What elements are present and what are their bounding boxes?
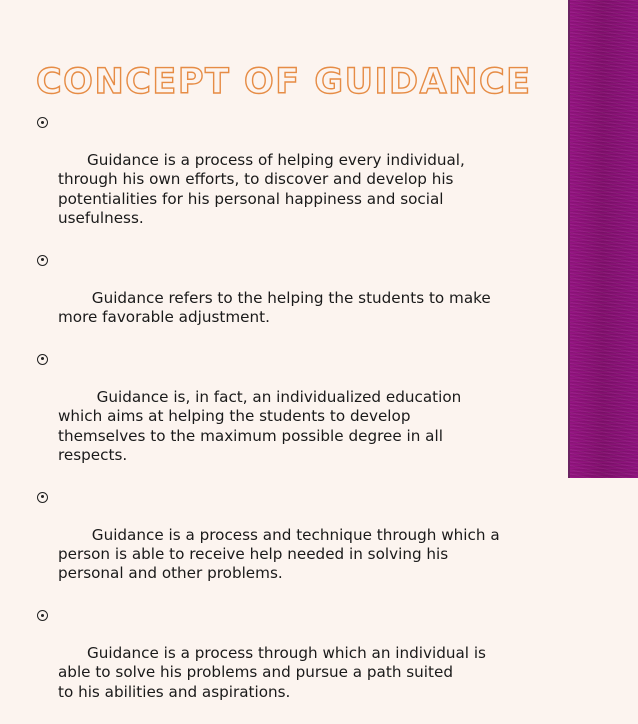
slide-title: CONCEPT OF GUIDANCE bbox=[36, 62, 532, 102]
circled-dot-icon bbox=[37, 610, 48, 621]
bullet-item bbox=[36, 605, 536, 721]
bullet-list bbox=[36, 112, 536, 724]
circled-dot-icon bbox=[37, 117, 48, 128]
bullet-text: Guidance is, in fact, an individualized education which aims at helping the students to develop themselves to the maximum possible degree in all respects. bbox=[58, 387, 462, 464]
circled-dot-icon bbox=[37, 255, 48, 266]
bullet-text: Guidance is a process through which an individual is able to solve his problems and pursue a path suited to his abilities and aspirations. bbox=[58, 643, 486, 701]
bullet-item bbox=[36, 349, 536, 485]
bullet-text: Guidance is a process and technique through which a person is able to receive help needed in solving his personal and other problems. bbox=[58, 525, 500, 583]
bullet-item bbox=[36, 487, 536, 603]
decorative-side-band bbox=[568, 0, 638, 478]
bullet-text: Guidance refers to the helping the students to make more favorable adjustment. bbox=[58, 288, 491, 327]
bullet-text: Guidance is a process of helping every individual, through his own efforts, to discover and develop his potentialities for his personal happiness and social usefulness. bbox=[58, 150, 465, 228]
circled-dot-icon bbox=[37, 354, 48, 365]
circled-dot-icon bbox=[37, 492, 48, 503]
bullet-item bbox=[36, 112, 536, 248]
bullet-item bbox=[36, 250, 536, 347]
